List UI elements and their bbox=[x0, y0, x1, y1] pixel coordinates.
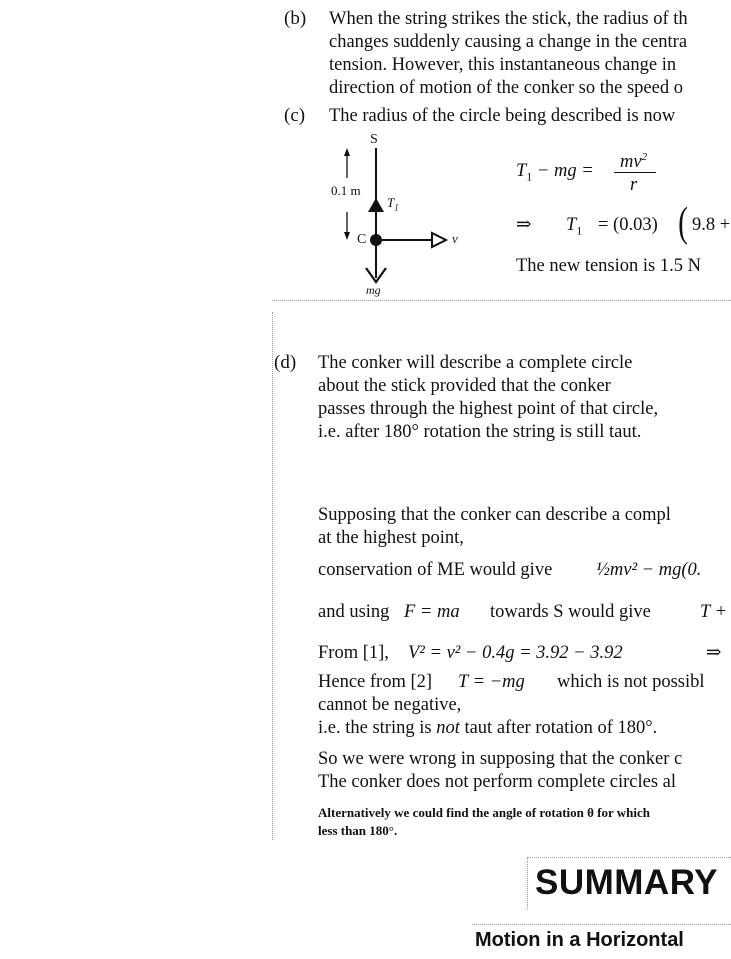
diagram-center-label: C bbox=[357, 232, 367, 247]
part-d-intro-4: i.e. after 180° rotation the string is still taut. bbox=[318, 422, 642, 442]
eq1-numerator: $mv^2$ bbox=[620, 151, 648, 173]
velocity-arrow bbox=[432, 233, 446, 247]
diagram-velocity-label: v bbox=[452, 231, 458, 246]
section-divider bbox=[272, 300, 731, 301]
left-margin-line bbox=[272, 312, 273, 840]
summary-top-border bbox=[527, 857, 731, 858]
eq2-rhs: = (0.03) bbox=[598, 215, 658, 235]
part-b-line-1: When the string strikes the stick, the radius of th bbox=[329, 9, 688, 29]
wrong-line-1: So we were wrong in supposing that the conker c bbox=[318, 749, 683, 769]
using-text: and using bbox=[318, 602, 390, 622]
tension-result: The new tension is 1.5 N bbox=[516, 256, 701, 276]
part-d-label: (d) bbox=[274, 352, 297, 373]
conker-point bbox=[370, 234, 382, 246]
diagram-length-label: 0.1 m bbox=[331, 183, 361, 198]
supposing-line-1: Supposing that the conker can describe a compl bbox=[318, 505, 671, 525]
part-b-line-4: direction of motion of the conker so the speed o bbox=[329, 78, 683, 98]
conker-force-diagram bbox=[320, 130, 470, 300]
tension-arrow bbox=[368, 198, 384, 212]
part-c-label: (c) bbox=[284, 105, 306, 126]
hence-math: T = −mg bbox=[458, 672, 525, 692]
from-arrow: ⇒ bbox=[706, 643, 722, 663]
part-b-line-2: changes suddenly causing a change in the centra bbox=[329, 32, 688, 52]
alternative-line-1: Alternatively we could find the angle of rotation θ for which bbox=[318, 805, 651, 820]
from-text: From [1], bbox=[318, 643, 389, 663]
eq2-continuation: 9.8 + bbox=[692, 215, 731, 235]
conservation-text: conservation of ME would give bbox=[318, 560, 553, 580]
summary-subtitle: Motion in a Horizontal bbox=[475, 929, 684, 951]
eq1-lhs: $T_1$ − mg = bbox=[516, 161, 594, 184]
eq2-arrow: ⇒ bbox=[516, 215, 532, 235]
eq1-fraction-bar bbox=[614, 172, 656, 173]
part-d-intro-2: about the stick provided that the conker bbox=[318, 376, 611, 396]
part-d-intro-3: passes through the highest point of that circle, bbox=[318, 399, 659, 419]
summary-left-border bbox=[527, 857, 528, 909]
eq2-lhs: $T_1$ bbox=[566, 215, 583, 238]
eq1-denominator: r bbox=[630, 175, 638, 195]
part-b-line-3: tension. However, this instantaneous change in bbox=[329, 55, 677, 75]
wrong-line-2: The conker does not perform complete circles al bbox=[318, 772, 677, 792]
using-math-t: T + bbox=[700, 602, 728, 622]
part-c-line: The radius of the circle being described is now bbox=[329, 106, 676, 126]
dimension-up-arrow bbox=[344, 148, 350, 156]
subtitle-top-border bbox=[472, 924, 731, 925]
part-d-intro-1: The conker will describe a complete circle bbox=[318, 353, 633, 373]
alternative-line-2: less than 180°. bbox=[318, 823, 398, 838]
conservation-math: ½mv² − mg(0. bbox=[596, 560, 702, 580]
hence-text: Hence from [2] bbox=[318, 672, 433, 692]
ie-line: i.e. the string is not taut after rotation of 180°. bbox=[318, 718, 658, 738]
cannot-negative: cannot be negative, bbox=[318, 695, 462, 715]
summary-title: SUMMARY bbox=[535, 863, 719, 902]
diagram-label-s: S bbox=[370, 132, 378, 147]
using-math-f-ma: F = ma bbox=[404, 602, 460, 622]
eq2-paren: ( bbox=[678, 200, 688, 246]
using-text-2: towards S would give bbox=[490, 602, 651, 622]
from-math: V² = v² − 0.4g = 3.92 − 3.92 bbox=[408, 643, 623, 663]
hence-rest: which is not possibl bbox=[557, 672, 705, 692]
dimension-down-arrow bbox=[344, 232, 350, 240]
diagram-tension-label: $T_1$ bbox=[387, 195, 399, 213]
supposing-line-2: at the highest point, bbox=[318, 528, 464, 548]
diagram-weight-label: mg bbox=[366, 283, 381, 297]
part-b-label: (b) bbox=[284, 8, 307, 29]
